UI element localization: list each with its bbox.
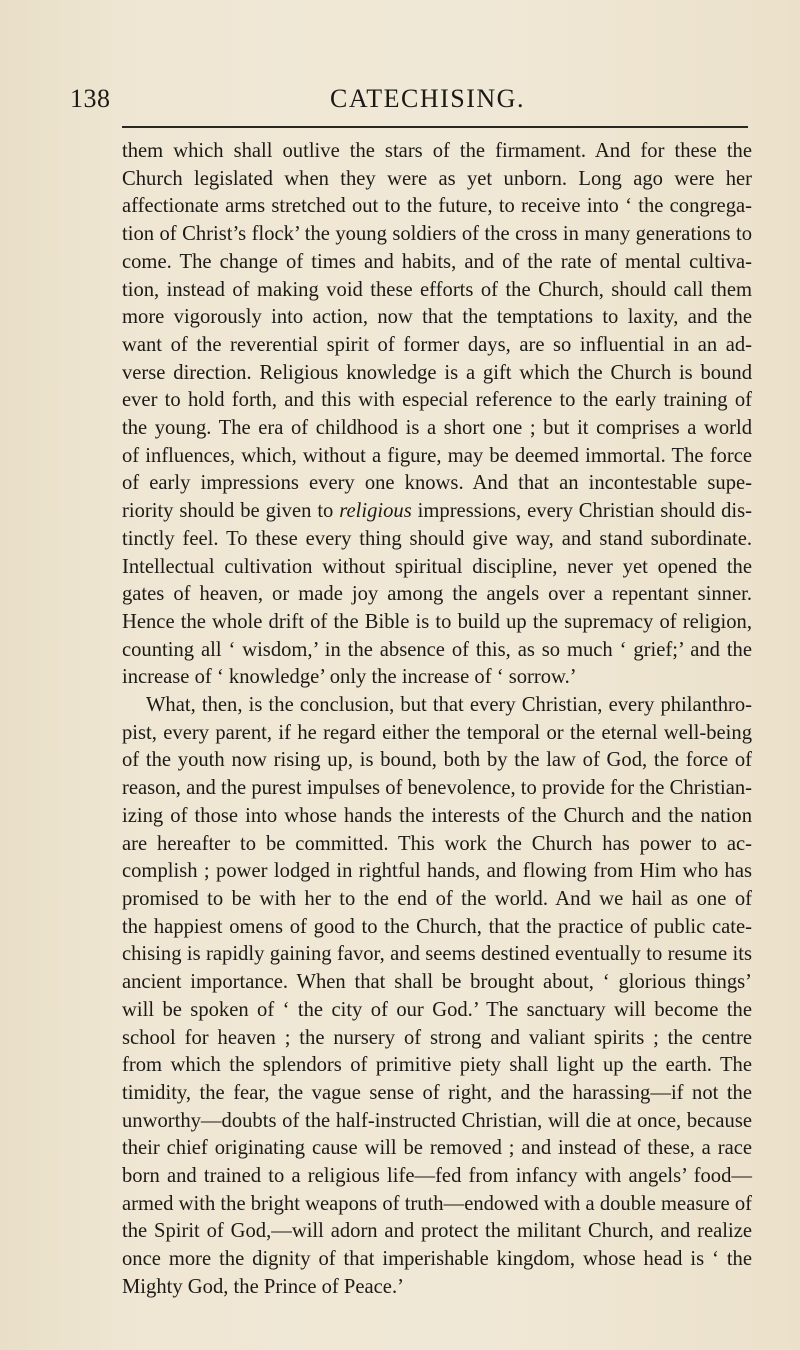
running-head: CATECHISING. [330,84,525,113]
text-line: timidity, the fear, the vague sense of right, and the harassing—if not the [122,1081,752,1104]
text-line: affectionate arms stretched out to the future, to receive into ‘ the congrega- [122,195,752,218]
text-line: come. The change of times and habits, and of the rate of mental cultiva- [122,250,752,273]
text-line: the young. The era of childhood is a short one ; but it comprises a world [122,417,752,440]
italic-word: religious [339,500,412,523]
text-line: tion, instead of making void these efforts of the Church, should call them [122,278,752,301]
text-line: Intellectual cultivation without spiritual discipline, never yet opened the [122,555,752,578]
text-line: reason, and the purest impulses of benevolence, to provide for the Christian- [122,777,752,800]
text-line: Church legislated when they were as yet unborn. Long ago were her [122,167,752,190]
text-line: verse direction. Religious knowledge is a gift which the Church is bound [122,361,752,384]
text-line: want of the reverential spirit of former days, are so influential in an ad- [122,333,752,356]
text-line: will be spoken of ‘ the city of our God.’ The sanctuary will become the [122,998,752,1021]
page-number: 138 [70,84,111,113]
text-line: chising is rapidly gaining favor, and seems destined eventually to resume its [122,943,752,966]
text-line: them which shall outlive the stars of the firmament. And for these the [122,140,752,162]
text-line: pist, every parent, if he regard either the temporal or the eternal well-being [122,721,752,744]
text-line: izing of those into whose hands the interests of the Church and the nation [122,804,752,827]
text-segment: riority should be given to [122,500,340,523]
text-line: complish ; power lodged in rightful hands, and flowing from Him who has [122,860,752,883]
text-line: ever to hold forth, and this with especial reference to the early training of [122,389,752,412]
text-line: the Spirit of God,—will adorn and protect the militant Church, and realize [122,1220,752,1243]
header-rule [122,126,748,128]
page-header [70,84,742,114]
text-line: unworthy—doubts of the half-instructed Christian, will die at once, because [122,1109,752,1132]
text-line-with-italic [122,498,752,526]
text-line: once more the dignity of that imperishable kingdom, whose head is ‘ the [122,1248,752,1271]
text-line: their chief originating cause will be removed ; and instead of these, a race [122,1137,752,1160]
text-segment: impressions, every Christian should dis- [411,500,752,523]
text-line: promised to be with her to the end of the world. And we hail as one of [122,887,752,910]
text-line: gates of heaven, or made joy among the angels over a repentant sinner. [122,583,752,606]
text-line: more vigorously into action, now that the temptations to laxity, and the [122,306,752,329]
paragraph-start-line: What, then, is the conclusion, but that every Christian, every philanthro- [146,694,752,717]
text-line: counting all ‘ wisdom,’ in the absence of this, as so much ‘ grief;’ and the [122,638,752,661]
text-line: the happiest omens of good to the Church, that the practice of public cate- [122,915,752,938]
text-line: of influences, which, without a figure, may be deemed immortal. The force [122,444,752,467]
text-line: born and trained to a religious life—fed from infancy with angels’ food— [122,1165,752,1188]
text-line: of the youth now rising up, is bound, both by the law of God, the force of [122,749,752,772]
text-line: are hereafter to be committed. This work the Church has power to ac- [122,832,752,855]
body-text [122,138,752,1302]
paragraph-end-line: Mighty God, the Prince of Peace.’ [122,1275,404,1298]
text-line: ancient importance. When that shall be brought about, ‘ glorious things’ [122,971,752,994]
text-line: of early impressions every one knows. And that an incontestable supe- [122,472,752,495]
text-line: school for heaven ; the nursery of strong and valiant spirits ; the centre [122,1026,752,1049]
paragraph-end-line: increase of ‘ knowledge’ only the increase of ‘ sorrow.’ [122,666,577,689]
text-line: tinctly feel. To these every thing should give way, and stand subordinate. [122,527,752,550]
text-line: from which the splendors of primitive piety shall light up the earth. The [122,1054,752,1077]
text-line: tion of Christ’s flock’ the young soldiers of the cross in many generations to [122,223,752,246]
text-line: Hence the whole drift of the Bible is to build up the supremacy of religion, [122,610,752,633]
text-line: armed with the bright weapons of truth—endowed with a double measure of [122,1192,752,1215]
